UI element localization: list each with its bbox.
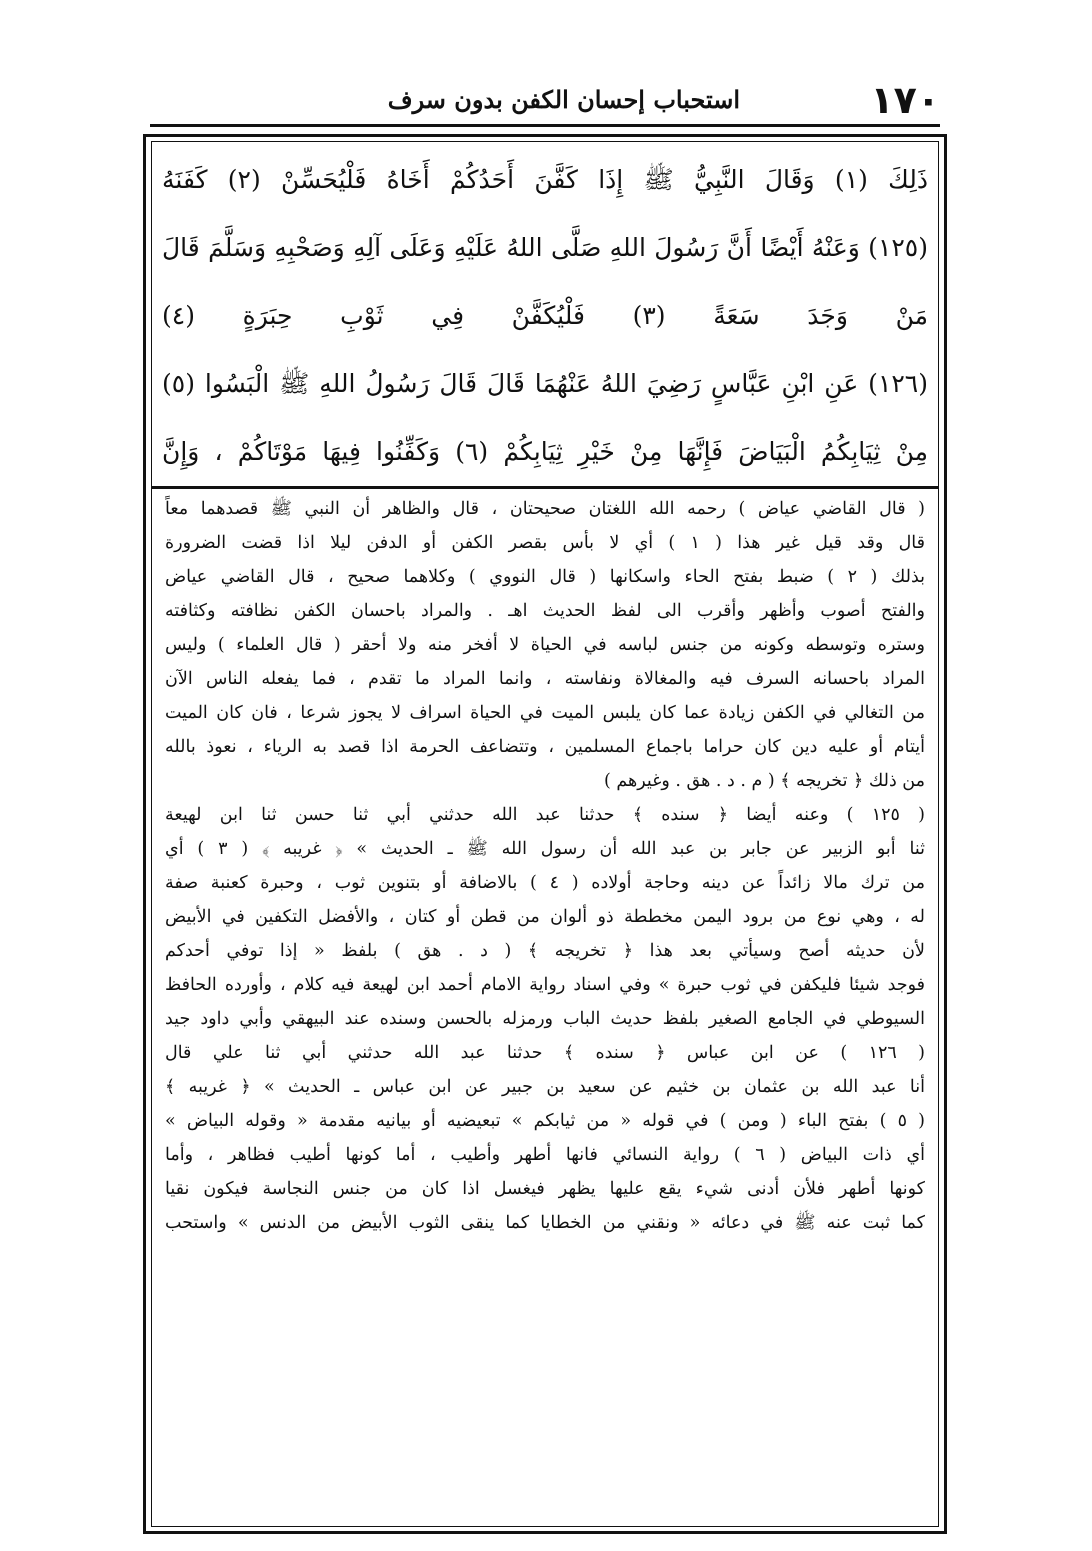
hadith-line: مِنْ ثِيَابِكُمُ الْبَيَاضَ فَإِنَّهَا مِنْ خَيْرِ ثِيَابِكُمْ (٦) وَكَفِّنُوا فِيهَا مَوْتَاكُمْ ، وَإِنَّ: [162, 437, 928, 466]
commentary-line: ( ١٢٥ ) وعنه أيضا ﴿ سنده ﴾ حدثنا عبد الله حدثني أبي ثنا حسن ثنا ابن لهيعة: [165, 805, 925, 825]
running-title: استحباب إحسان الكفن بدون سرف: [387, 85, 740, 114]
hadith-text-block: [162, 146, 928, 486]
page-number: ١٧٠: [870, 78, 940, 122]
page-header: [150, 78, 940, 122]
hadith-line: (١٢٥) وَعَنْهُ أَيْضًا أَنَّ رَسُولَ اللهِ صَلَّى اللهُ عَلَيْهِ وَعَلَى آلِهِ وَصَحْبِهِ وَسَلَّمَ قَالَ: [162, 233, 928, 262]
commentary-line: أيتام أو عليه دين كان حراما باجماع المسلمين ، وتتضاعف الحرمة اذا قصد به الرياء ، نعوذ بالله: [165, 737, 925, 757]
header-rule: [150, 124, 940, 127]
commentary-block: [165, 492, 925, 1526]
commentary-line: والفتح أصوب وأظهر وأقرب الى لفظ الحديث اهـ . والمراد باحسان الكفن نظافته وكثافته: [165, 601, 925, 621]
commentary-line: من التغالي في الكفن زيادة عما كان يلبس الميت في الحياة اسراف لا يجوز شرعا ، فان كان الميت: [165, 703, 925, 723]
commentary-line: من ترك مالا زائداً عن دينه وحاجة أولاده ( ٤ ) بالاضافة أو بتنوين ثوب ، وحبرة كعنبة صفة: [165, 873, 925, 893]
commentary-line: قال وقد قيل غير هذا ( ١ ) أي لا بأس بقصر الكفن أو الدفن ليلا اذا قضت الضرورة: [165, 533, 925, 553]
commentary-line: وستره وتوسطه وكونه من جنس لباسه في الحياة لا أفخر منه ولا أحقر ( قال العلماء ) وليس: [165, 635, 925, 655]
section-divider: [151, 486, 939, 489]
commentary-line: ( قال القاضي عياض ) رحمه الله اللغتان صحيحتان ، قال والظاهر أن النبي ﷺ قصدهما معاً: [165, 499, 925, 519]
hadith-line: (١٢٦) عَنِ ابْنِ عَبَّاسٍ رَضِيَ اللهُ عَنْهُمَا قَالَ قَالَ رَسُولُ اللهِ ﷺ الْبَسُوا (٥): [162, 369, 928, 398]
commentary-line: ثنا أبو الزبير عن جابر بن عبد الله أن رسول الله ﷺ ـ الحديث » ﴿ غريبه ﴾ ( ٣ ) أي: [165, 839, 925, 859]
commentary-line: فوجد شيئا فليكفن في ثوب حبرة » وفي اسناد رواية الامام أحمد ابن لهيعة فيه كلام ، وأورده الحافظ: [165, 975, 925, 995]
commentary-line: ( ٥ ) بفتح الباء ( ومن ) في قوله « من ثيابكم » تبعيضيه أو بيانيه مقدمة « وقوله البياض »: [165, 1111, 925, 1131]
commentary-line: من ذلك ﴿ تخريجه ﴾ ( م . د . هق . وغيرهم ): [604, 771, 925, 791]
commentary-line: له ، وهي نوع من برود اليمن مخططة ذو ألوان من قطن أو كتان ، والأفضل التكفين في الأبيض: [165, 907, 925, 927]
hadith-line: مَنْ وَجَدَ سَعَةً (٣) فَلْيُكَفَّنْ فِي ثَوْبِ حِبَرَةٍ (٤): [162, 301, 928, 330]
commentary-line: أنا عبد الله بن عثمان بن خثيم عن سعيد بن جبير عن ابن عباس ـ الحديث » ﴿ غريبه ﴾: [165, 1077, 925, 1097]
commentary-line: السيوطي في الجامع الصغير بلفظ حديث الباب ورمزله بالحسن وسنده عند البيهقي وأبي داود جيد: [165, 1009, 925, 1029]
commentary-line: أي ذات البياض ( ٦ ) رواية النسائي فانها أطهر وأطيب ، أما كونها أطيب فظاهر ، وأما: [165, 1145, 925, 1165]
commentary-line: ( ١٢٦ ) عن ابن عباس ﴿ سنده ﴾ حدثنا عبد الله حدثني أبي ثنا علي قال: [165, 1043, 925, 1063]
commentary-line: كونها أطهر فلأن أدنى شيء يقع عليها يظهر فيغسل اذا كان من جنس النجاسة فيكون نقيا: [165, 1179, 925, 1199]
hadith-line: ذَلِكَ (١) وَقَالَ النَّبِيُّ ﷺ إِذَا كَفَّنَ أَحَدُكُمْ أَخَاهُ فَلْيُحَسِّنْ (٢) كَفَنَهُ: [162, 165, 928, 194]
commentary-line: بذلك ( ٢ ) ضبط بفتح الحاء واسكانها ( قال النووي ) وكلاهما صحيح ، قال القاضي عياض: [165, 567, 925, 587]
commentary-line: المراد باحسانه السرف فيه والمغالاة ونفاسته ، وانما المراد ما تقدم ، فما يفعله الناس الآن: [165, 669, 925, 689]
commentary-line: كما ثبت عنه ﷺ في دعائه « ونقني من الخطايا كما ينقى الثوب الأبيض من الدنس » واستحب: [165, 1213, 925, 1233]
commentary-line: لأن حديثه أصح وسيأتي بعد هذا ﴿ تخريجه ﴾ ( د . هق ) بلفظ « إذا توفي أحدكم: [165, 941, 925, 961]
